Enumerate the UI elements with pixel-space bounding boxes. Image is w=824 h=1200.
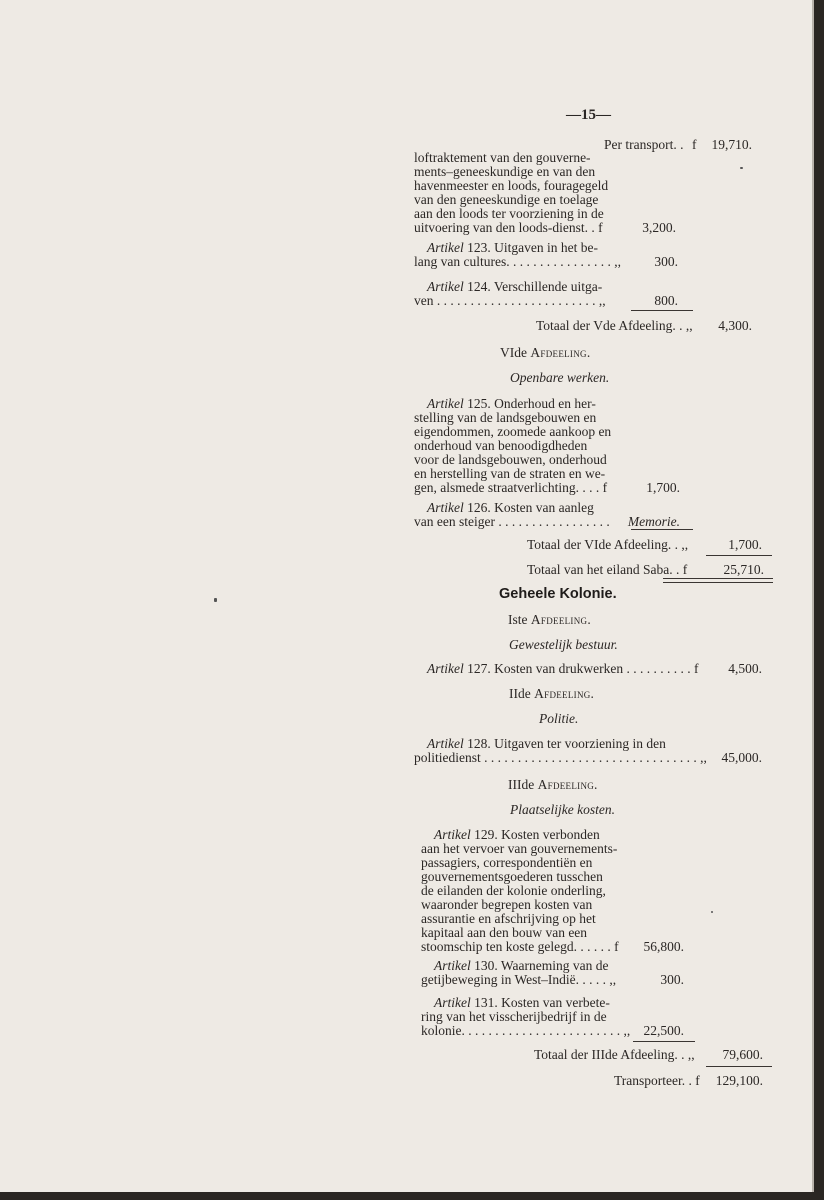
text-line: onderhoud van benoodigdheden: [414, 438, 588, 453]
page-number: —15—: [566, 107, 611, 123]
text-line: waaronder begrepen kosten van: [421, 897, 593, 912]
total-label: Totaal der IIIde Afdeeling. . ,,: [534, 1047, 695, 1062]
text-line: gouvernementsgoederen tusschen: [421, 869, 603, 884]
total-amount: 4,300.: [718, 318, 752, 333]
section-subtitle: Openbare werken.: [510, 370, 610, 385]
text-line: aan het vervoer van gouvernements-: [421, 841, 618, 856]
text-line: van den geneeskundige en toelage: [414, 192, 599, 207]
article-text: 126. Kosten van aanleg: [463, 500, 594, 515]
double-rule: [663, 578, 773, 583]
sum-rule: [706, 1066, 772, 1067]
sum-rule: [631, 529, 693, 530]
section-heading: VIde Afdeeling.: [500, 345, 591, 360]
transport-amount: 19,710.: [711, 137, 752, 152]
amount: 3,200.: [642, 220, 676, 235]
article-text: 124. Verschillende uitga-: [463, 279, 603, 294]
article-text: 123. Uitgaven in het be-: [463, 240, 598, 255]
total-amount: 1,700.: [728, 537, 762, 552]
text-line: stoomschip ten koste gelegd. . . . . . f: [421, 939, 619, 954]
article-label: Artikel: [427, 661, 464, 676]
amount: 56,800.: [643, 939, 684, 954]
article-text: ven . . . . . . . . . . . . . . . . . . . . . . . . ,,: [414, 293, 606, 308]
section-heading: Iste Afdeeling.: [508, 612, 591, 627]
article-text: ring van het visscherijbedrijf in de: [421, 1009, 607, 1024]
amount: 300.: [654, 254, 678, 269]
total-label: Totaal der VIde Afdeeling. . ,,: [527, 537, 689, 552]
article-text: 125. Onderhoud en her-: [463, 396, 596, 411]
text-line: ments–geneeskundige en van den: [414, 164, 596, 179]
text-line: passagiers, correspondentiën en: [421, 855, 593, 870]
article-label: Artikel: [427, 240, 464, 255]
transporteer-label: Transporteer. . f: [614, 1073, 700, 1088]
article-text: 131. Kosten van verbete-: [470, 995, 610, 1010]
total-amount: 79,600.: [722, 1047, 763, 1062]
article-label: Artikel: [427, 279, 464, 294]
text-line: gen, alsmede straatverlichting. . . . f: [414, 480, 608, 495]
amount: 300.: [660, 972, 684, 987]
text-line: uitvoering van den loods-dienst. . f: [414, 220, 603, 235]
transport-label: Per transport. .: [604, 137, 684, 152]
section-heading: IIde Afdeeling.: [509, 686, 595, 701]
section-subtitle: Gewestelijk bestuur.: [509, 637, 618, 652]
article-text: lang van cultures. . . . . . . . . . . . . . . . ,,: [414, 254, 621, 269]
ink-speck: [214, 598, 217, 602]
text-line: loftraktement van den gouverne-: [414, 150, 591, 165]
article-text: getijbeweging in West–Indië. . . . . ,,: [421, 972, 617, 987]
section-subtitle: Plaatselijke kosten.: [510, 802, 615, 817]
text-line: de eilanden der kolonie onderling,: [421, 883, 606, 898]
article-text: 130. Waarneming van de: [470, 958, 609, 973]
memorie-label: Memorie.: [627, 514, 680, 529]
text-line: kapitaal aan den bouw van een: [421, 925, 588, 940]
text-line: aan den loods ter voorziening in de: [414, 206, 604, 221]
article-text: kolonie. . . . . . . . . . . . . . . . . . . . . . . . ,,: [421, 1023, 631, 1038]
total-label: Totaal van het eiland Saba. . f: [527, 562, 688, 577]
text-line: stelling van de landsgebouwen en: [414, 410, 597, 425]
article-label: Artikel: [434, 995, 471, 1010]
transporteer-amount: 129,100.: [715, 1073, 763, 1088]
text-line: havenmeester en loods, fouragegeld: [414, 178, 609, 193]
transport-currency: f: [692, 137, 697, 152]
article-label: Artikel: [427, 396, 464, 411]
article-text: politiedienst . . . . . . . . . . . . . . . . . . . . . . . . . . . . . . . . ,,: [414, 750, 707, 765]
ink-speck: [740, 167, 743, 169]
main-heading: Geheele Kolonie.: [499, 586, 617, 602]
text-line: voor de landsgebouwen, onderhoud: [414, 452, 607, 467]
section-heading: IIIde Afdeeling.: [508, 777, 598, 792]
article-label: Artikel: [427, 500, 464, 515]
article-text: 128. Uitgaven ter voorziening in den: [463, 736, 666, 751]
article-text: 129. Kosten verbonden: [470, 827, 600, 842]
text-line: en herstelling van de straten en we-: [414, 466, 606, 481]
ink-speck: [711, 911, 713, 913]
total-label: Totaal der Vde Afdeeling. . ,,: [536, 318, 693, 333]
article-label: Artikel: [427, 736, 464, 751]
article-label: Artikel: [434, 827, 471, 842]
text-line: assurantie en afschrijving op het: [421, 911, 596, 926]
sum-rule: [706, 555, 772, 556]
amount: 22,500.: [643, 1023, 684, 1038]
text-line: eigendommen, zoomede aankoop en: [414, 424, 612, 439]
article-text: 127. Kosten van drukwerken . . . . . . . . . . f: [463, 661, 699, 676]
sum-rule: [631, 310, 693, 311]
amount: 1,700.: [646, 480, 680, 495]
sum-rule: [633, 1041, 695, 1042]
article-label: Artikel: [434, 958, 471, 973]
amount: 4,500.: [728, 661, 762, 676]
article-text: van een steiger . . . . . . . . . . . . . . . . .: [414, 514, 610, 529]
total-amount: 25,710.: [723, 562, 764, 577]
section-subtitle: Politie.: [539, 711, 579, 726]
amount: 800.: [654, 293, 678, 308]
amount: 45,000.: [721, 750, 762, 765]
